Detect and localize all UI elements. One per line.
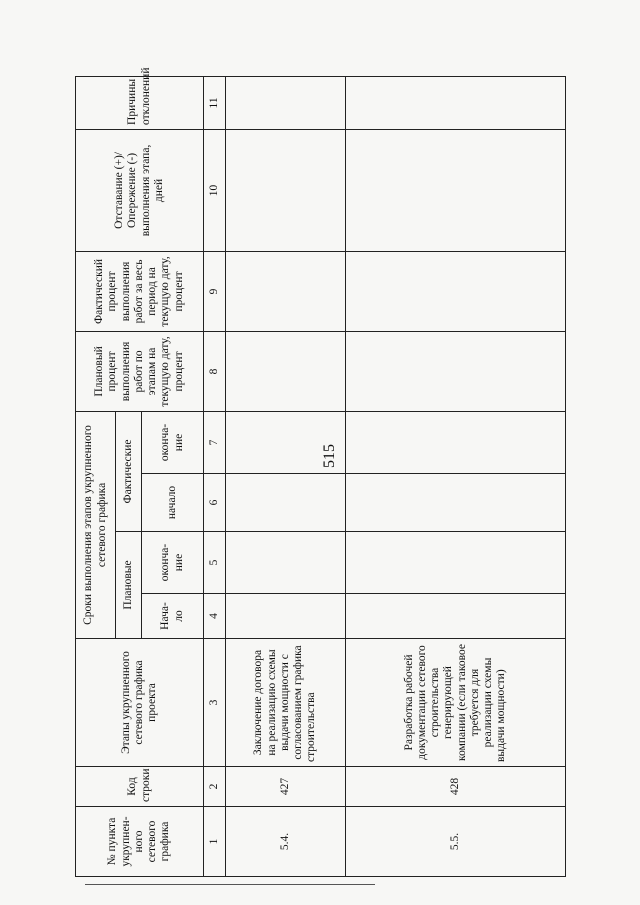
row-code-cell: 427 [226, 767, 346, 807]
column-number: 3 [204, 639, 226, 767]
column-number: 4 [204, 594, 226, 639]
plan-start-cell [346, 594, 566, 639]
column-number: 6 [204, 474, 226, 532]
reasons-cell [346, 76, 566, 129]
column-number: 5 [204, 532, 226, 594]
table-row [346, 76, 566, 876]
header-planned-pct: Плановый процент выполнения работ по этапам на текущую дату, процент [76, 331, 204, 411]
header-row-code: Код строки [76, 767, 204, 807]
row-code-cell: 428 [346, 767, 566, 807]
page-number: 515 [321, 444, 338, 468]
actual-pct-cell [346, 251, 566, 331]
header-plan-start: Нача-ло [142, 594, 204, 639]
stage-cell: Разработка рабочей документации сетевого строительства генерирующей компании (если таковое требуется для реализации схемы выдачи мощности) [346, 639, 566, 767]
column-number: 11 [204, 76, 226, 129]
header-point-no: № пункта укрупнен-ного сетевого графика [76, 807, 204, 877]
plan-end-cell [346, 532, 566, 594]
column-number: 10 [204, 129, 226, 251]
point-number-cell: 5.4. [226, 807, 346, 877]
planned-pct-cell [226, 331, 346, 411]
header-deviation: Отставание (+)/Опережение (-) выполнения этапа, дней [76, 129, 204, 251]
plan-start-cell [226, 594, 346, 639]
stage-cell: Заключение договора на реализацию схемы выдачи мощности с согласованием графика строительства [226, 639, 346, 767]
plan-end-cell [226, 532, 346, 594]
header-timing-group: Сроки выполнения этапов укрупненного сетевого графика [76, 411, 116, 638]
column-number: 9 [204, 251, 226, 331]
column-number: 8 [204, 331, 226, 411]
planned-pct-cell [346, 331, 566, 411]
column-number-row [204, 76, 226, 876]
actual-end-cell [226, 411, 346, 473]
reasons-cell [226, 76, 346, 129]
deviation-cell [346, 129, 566, 251]
column-number: 1 [204, 807, 226, 877]
header-actual-pct: Фактический процент выполнения работ за весь период на текущую дату, процент [76, 251, 204, 331]
footer-rule [85, 884, 375, 885]
header-actual-end: оконча-ние [142, 411, 204, 473]
header-plan-end: оконча-ние [142, 532, 204, 594]
rotated-table-container [75, 67, 565, 877]
column-number: 2 [204, 767, 226, 807]
deviation-cell [226, 129, 346, 251]
header-actual: Фактические [116, 411, 142, 531]
header-reasons: Причины отклонений [76, 76, 204, 129]
header-stages: Этапы укрупненного сетевого графика проекта [76, 639, 204, 767]
table-row [226, 76, 346, 876]
column-number: 7 [204, 411, 226, 473]
header-actual-start: начало [142, 474, 204, 532]
schedule-table [75, 67, 566, 877]
actual-start-cell [346, 474, 566, 532]
header-planned: Плановые [116, 532, 142, 639]
actual-end-cell [346, 411, 566, 473]
actual-pct-cell [226, 251, 346, 331]
actual-start-cell [226, 474, 346, 532]
point-number-cell: 5.5. [346, 807, 566, 877]
